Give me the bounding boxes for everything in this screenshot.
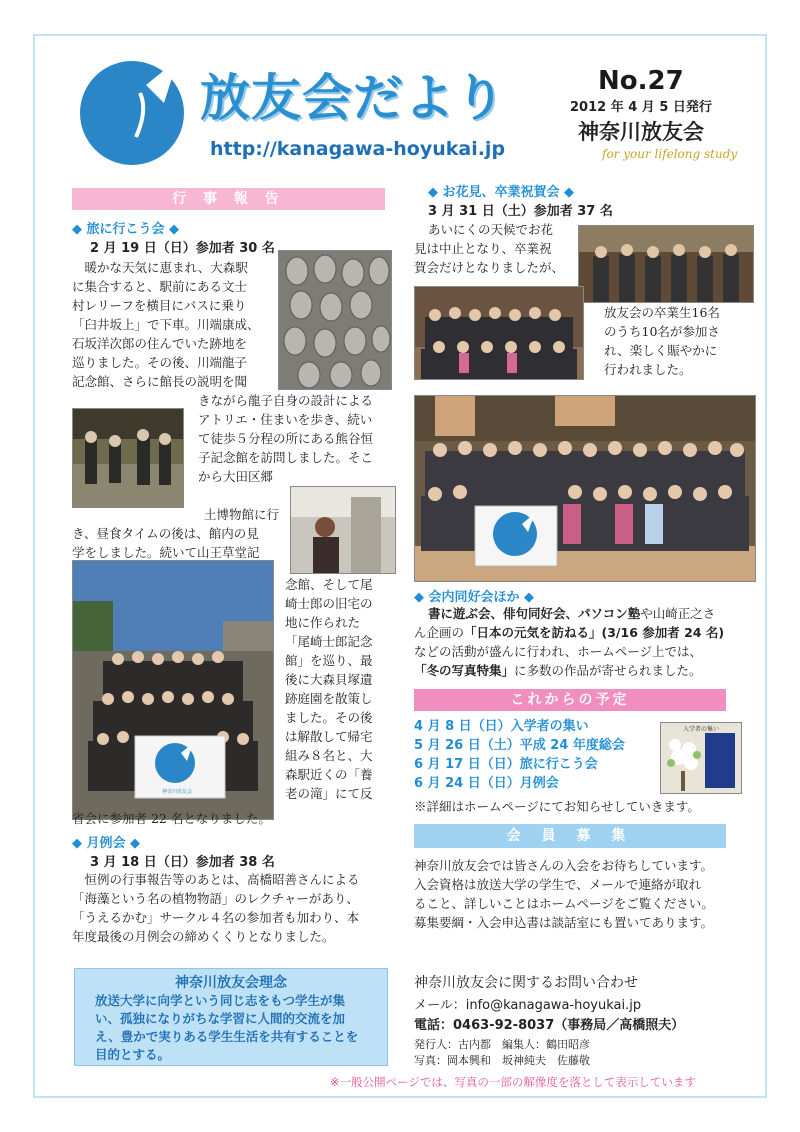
photo-garden: [72, 408, 184, 508]
schedule-item: 4 月 8 日（日）入学者の集い: [414, 719, 589, 734]
text-line: 崎士郎の旧宅の: [285, 596, 373, 611]
issue-number: No.27: [598, 66, 684, 96]
statue-image: [291, 487, 395, 573]
relief-image: [279, 251, 391, 389]
text-line: 「臼井坂上」で下車。川端康成、: [72, 317, 260, 332]
text-line: 放友会の卒業生16名: [604, 305, 720, 320]
text-line: 恒例の行事報告等のあとは、高橋昭善さんによる: [72, 872, 360, 887]
text-line: 放送大学に向学という同じ志をもつ学生が集: [95, 993, 346, 1008]
text-line: 後に大森貝塚遺: [285, 672, 373, 687]
text-line: 賀会だけとなりましたが、: [414, 260, 565, 275]
text-line: 記念館、さらに館長の説明を聞: [72, 374, 248, 389]
newsletter-title: 放友会だより: [200, 69, 506, 127]
site-url[interactable]: http://kanagawa-hoyukai.jp: [210, 138, 506, 160]
text-line: 見は中止となり、卒業祝: [414, 241, 552, 256]
text-line: き、昼食タイムの後は、館内の見: [72, 526, 259, 541]
photo-group-large: [414, 395, 756, 582]
text-line: い、孤独になりがちな学習に人間的交流を加: [95, 1011, 346, 1026]
flag-label: 神奈川放友会: [161, 789, 193, 795]
schedule-item: 6 月 24 日（日）月例会: [414, 776, 559, 791]
hanami-image-2: [415, 287, 583, 379]
text-line: 館」を巡り、最: [285, 653, 373, 668]
hanami-text-a: [414, 220, 584, 277]
section-title-events: 行 事 報 告: [72, 188, 385, 210]
text-line: れ、楽しく賑やかに: [604, 343, 718, 358]
org-name: 神奈川放友会: [578, 120, 704, 144]
staff-line-1: 発行人：古内都 編集人：鶴田昭彦: [414, 1038, 590, 1051]
doukou-text: [414, 604, 764, 680]
text-line: に集合すると、駅前にある文士: [72, 279, 248, 294]
text-line: 学をしました。続いて山王草堂記: [72, 545, 260, 560]
philosophy-title: 神奈川放友会理念: [175, 975, 287, 991]
doukou-line-2: [414, 623, 764, 642]
logo: [78, 55, 190, 167]
text-line: 神奈川放友会では皆さんの入会をお待ちしています。: [414, 858, 714, 873]
text-line: て徒歩５分程の所にある熊谷恒: [198, 431, 374, 446]
text-line: え、豊かで実りある学生生活を共有することを: [95, 1029, 359, 1044]
group-large-image: [415, 396, 755, 581]
text: や山崎正之さ: [640, 606, 716, 621]
reikai-date: 3 月 18 日（日）参加者 38 名: [90, 855, 275, 870]
section-title-recruit: 会 員 募 集: [414, 824, 726, 848]
hanami-text-b: [604, 303, 754, 379]
text-line: 組み８名と、大: [285, 748, 373, 763]
philosophy-box: [74, 968, 388, 1066]
photo-relief: [278, 250, 392, 390]
bold-text: 書に遊ぶ会、俳句同好会、パソコン塾: [428, 606, 641, 621]
text-line: 跡庭園を散策し: [285, 691, 373, 706]
text-line: から大田区郷: [198, 469, 274, 484]
text-line: 募集要綱・入会申込書は談話室にも置いてあります。: [414, 915, 714, 930]
recruit-text: [414, 856, 764, 932]
contact-mail[interactable]: メール：info@kanagawa-hoyukai.jp: [414, 998, 642, 1013]
tagline: for your lifelong study: [602, 147, 738, 161]
reikai-text: [72, 870, 402, 946]
text-line: 土博物館に行: [204, 507, 280, 522]
bold-text: 「冬の写真特集」: [414, 663, 515, 678]
schedule-item: 5 月 26 日（土）平成 24 年度総会: [414, 738, 625, 753]
text-line: アトリエ・住まいを歩き、続い: [198, 412, 373, 427]
photo-statue: [290, 486, 396, 574]
entrance-sign-text: 入学者の集い: [682, 726, 720, 733]
doukou-line-1: [414, 604, 764, 623]
tabi-text-c: [72, 505, 292, 562]
text-line: 年度最後の月例会の締めくくりとなりました。: [72, 929, 335, 944]
text-line: 子記念館を訪問しました。そこ: [198, 450, 374, 465]
schedule-list: [414, 717, 625, 793]
doukou-line-3: などの活動が盛んに行われ、ホームページ上では、: [414, 644, 703, 659]
text-line: 「尾崎士郎記念: [285, 634, 373, 649]
text-line: 念館、そして尾: [285, 577, 373, 592]
tabi-text-d: [285, 575, 395, 803]
text-line: 目的とする。: [95, 1047, 171, 1062]
text-line: 老の滝」にて反: [285, 786, 373, 801]
text-line: きながら龍子自身の設計による: [198, 393, 374, 408]
doukou-line-4: [414, 661, 764, 680]
entrance-image: [661, 723, 741, 793]
text-line: あいにくの天候でお花: [428, 222, 554, 237]
text-line: は解散して帰宅: [285, 729, 373, 744]
text-line: 村レリーフを横目にバスに乗り: [72, 298, 247, 313]
text-line: 暖かな天気に恵まれ、大森駅: [72, 260, 248, 275]
text-line: 入会資格は放送大学の学生で、メールで連絡が取れ: [414, 877, 702, 892]
tabi-text-end: 省会に参加者 22 名となりました。: [72, 811, 271, 826]
text-line: 地に作られた: [285, 615, 361, 630]
photo-hanami-1: [578, 225, 754, 303]
group-tabi-image: [73, 561, 273, 819]
philosophy-text: [75, 992, 387, 1064]
schedule-note: ※詳細はホームページにてお知らせしていきます。: [414, 799, 700, 814]
photo-group-tabi: [72, 560, 274, 820]
text-line: 「うえるかむ」サークル４名の参加者も加わり、本: [72, 910, 360, 925]
text-line: 行われました。: [604, 362, 692, 377]
text-line: 石坂洋次郎の住んでいた跡地を: [72, 336, 248, 351]
text-line: ること、詳しいことはホームページをご覧ください。: [414, 896, 714, 911]
heading-doukou: ◆ 会内同好会ほか ◆: [414, 590, 535, 605]
photo-hanami-2: [414, 286, 584, 380]
text-line: ました。その後: [285, 710, 373, 725]
notice-text: ※一般公開ページでは、写真の一部の解像度を落として表示しています: [330, 1075, 696, 1089]
staff-line-2: 写真：岡本興和 坂神純夫 佐藤敬: [414, 1054, 590, 1067]
text: に多数の作品が寄せられました。: [514, 663, 702, 678]
text-line: 森駅近くの「養: [285, 767, 373, 782]
logo-mark-icon: [78, 55, 190, 167]
bold-text: 「日本の元気を訪ねる」(3/16 参加者 24 名): [464, 625, 725, 640]
tabi-text-b: [198, 391, 393, 486]
issue-date: 2012 年 4 月 5 日発行: [570, 100, 712, 115]
contact-title: 神奈川放友会に関するお問い合わせ: [414, 975, 638, 991]
heading-tabi: ◆ 旅に行こう会 ◆: [72, 222, 180, 237]
tabi-text-a: [72, 258, 282, 391]
tabi-date: 2 月 19 日（日）参加者 30 名: [90, 241, 275, 256]
heading-reikai: ◆ 月例会 ◆: [72, 836, 141, 851]
hanami-date: 3 月 31 日（土）参加者 37 名: [428, 204, 613, 219]
text-line: 巡りました。その後、川端龍子: [72, 355, 248, 370]
text: ん企画の: [414, 625, 465, 640]
section-title-schedule: これからの予定: [414, 689, 726, 711]
schedule-item: 6 月 17 日（日）旅に行こう会: [414, 757, 598, 772]
photo-entrance: [660, 722, 742, 794]
hanami-image-1: [579, 226, 753, 302]
garden-image: [73, 409, 183, 507]
contact-tel: 電話：0463-92-8037（事務局／高橋照夫）: [414, 1018, 685, 1033]
text-line: のうち10名が参加さ: [604, 324, 720, 339]
text-line: 「海藻という名の植物物語」のレクチャーがあり、: [72, 891, 359, 906]
heading-hanami: ◆ お花見、卒業祝賀会 ◆: [428, 185, 575, 200]
